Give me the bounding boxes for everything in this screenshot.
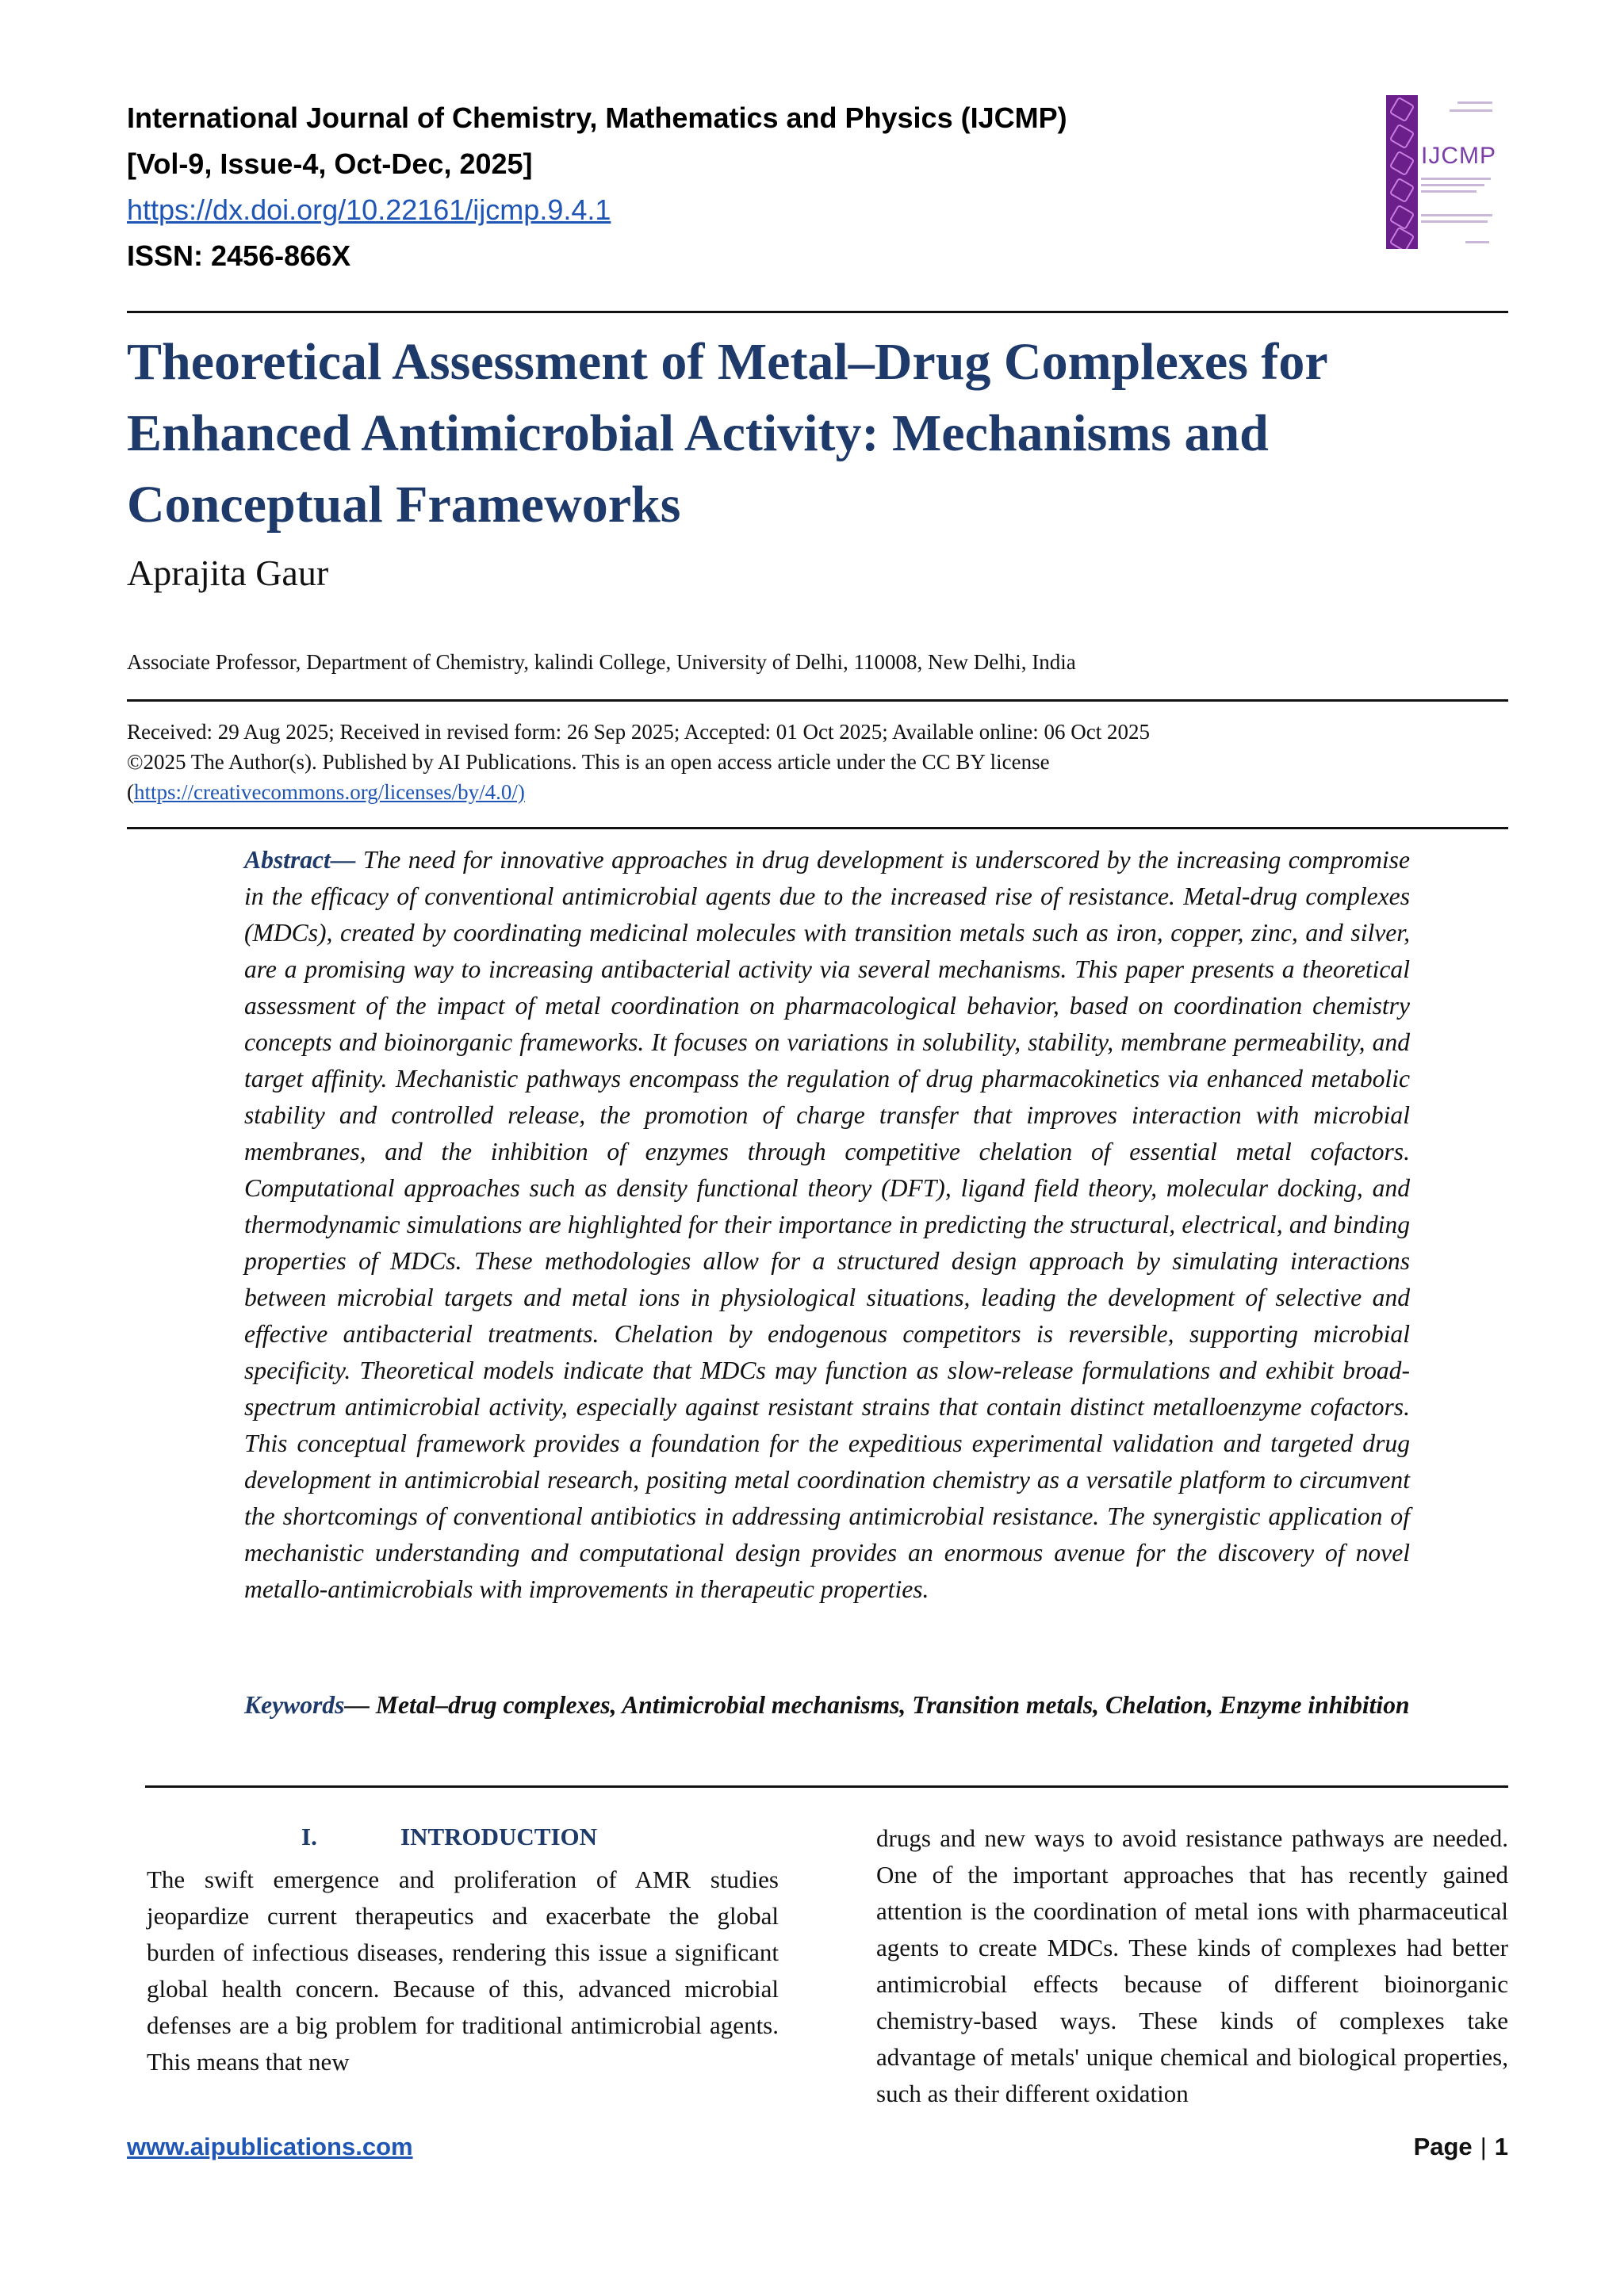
journal-cover-logo [1386, 95, 1497, 249]
abstract-text: The need for innovative approaches in drug development is underscored by the increasing compromise in the efficacy of conventional antimicrobial agents due to the increased rise of resistance. Metal-drug complexes (MDCs), created by coordinating medicinal molecules with transition metals such as iron, copper, zinc, and silver, are a promising way to increasing antibacterial activity via several mechanisms. This paper presents a theoretical assessment of the impact of metal coordination on pharmacological behavior, based on coordination chemistry concepts and bioinorganic frameworks. It focuses on variations in solubility, stability, membrane permeability, and target affinity. Mechanistic pathways encompass the regulation of drug pharmacokinetics via enhanced metabolic stability and controlled release, the promotion of charge transfer that improves interaction with microbial membranes, and the inhibition of enzymes through competitive chelation of essential metal cofactors. Computational approaches such as density functional theory (DFT), ligand field theory, molecular docking, and thermodynamic simulations are highlighted for their importance in predicting the structural, electrical, and binding properties of MDCs. These methodologies allow for a structured design approach by simulating interactions between microbial targets and metal ions in physiological situations, leading the development of selective and effective antibacterial treatments. Chelation by endogenous competitors is reversible, supporting microbial specificity. Theoretical models indicate that MDCs may function as slow-release formulations and exhibit broad-spectrum antimicrobial activity, especially against resistant strains that contain distinct metalloenzyme cofactors. This conceptual framework provides a foundation for the expeditious experimental validation and targeted drug development in antimicrobial research, positing metal coordination chemistry as a versatile platform to circumvent the shortcomings of conventional antibiotics in addressing antimicrobial resistance. The synergistic application of mechanistic understanding and computational design provides an enormous avenue for the discovery of novel metallo-antimicrobials with improvements in therapeutic properties. [244, 846, 1410, 1603]
doi-link[interactable]: https://dx.doi.org/10.22161/ijcmp.9.4.1 [127, 193, 611, 226]
abstract-label: Abstract— [244, 846, 356, 874]
abstract [244, 842, 1410, 1608]
article-dates: Received: 29 Aug 2025; Received in revised form: 26 Sep 2025; Accepted: 01 Oct 2025; Available online: 06 Oct 2025 [127, 720, 1150, 744]
header-rule [127, 311, 1508, 313]
journal-volume: [Vol-9, Issue-4, Oct-Dec, 2025] [127, 147, 533, 180]
footer-url-link[interactable]: www.aipublications.com [127, 2133, 413, 2160]
license-link[interactable]: https://creativecommons.org/licenses/by/4.0/) [134, 780, 525, 804]
author-name: Aprajita Gaur [127, 553, 329, 593]
paragraph: drugs and new ways to avoid resistance pathways are needed. One of the important approaches that has recently gained attention is the coordination of metal ions with pharmaceutical agents to create MDCs. These kinds of complexes had better antimicrobial effects because of different bioinorganic chemistry-based ways. These kinds of complexes take advantage of metals' unique chemical and biological properties, such as their different oxidation [876, 1824, 1508, 2107]
journal-issn: ISSN: 2456-866X [127, 239, 351, 272]
paragraph: The swift emergence and proliferation of AMR studies jeopardize current therapeutics and exacerbate the global burden of infectious diseases, rendering this issue a significant global health concern. Because of this, advanced microbial defenses are a big problem for traditional antimicrobial agents. This means that new [147, 1866, 779, 2076]
section-title: INTRODUCTION [400, 1823, 598, 1850]
body-column-left [147, 1819, 779, 2080]
article-history: Received: 29 Aug 2025; Received in revised form: 26 Sep 2025; Accepted: 01 Oct 2025; Available online: 06 Oct 2025 ©2025 The Author(s). Published by AI Publications. This is an open access article under the CC BY license (https://creativecommons.org/licenses/by/4.0/) [127, 717, 1508, 807]
journal-header [127, 95, 1316, 279]
divider-rule [127, 827, 1508, 829]
keywords [244, 1687, 1410, 1724]
page-number: Page | 1 [1413, 2133, 1508, 2160]
keywords-text: — Metal–drug complexes, Antimicrobial mechanisms, Transition metals, Chelation, Enzyme inhibition [344, 1691, 1410, 1719]
author-affiliation: Associate Professor, Department of Chemistry, kalindi College, University of Delhi, 110008, New Delhi, India [127, 650, 1076, 674]
license-statement: ©2025 The Author(s). Published by AI Publications. This is an open access article under the CC BY license [127, 750, 1050, 774]
cover-hex-pattern [1386, 95, 1418, 249]
body-column-right [876, 1820, 1508, 2112]
divider-rule [127, 699, 1508, 702]
section-number: I. [301, 1823, 317, 1850]
journal-name: International Journal of Chemistry, Mathematics and Physics (IJCMP) [127, 101, 1067, 134]
keywords-label: Keywords [244, 1691, 345, 1719]
cover-logo-text: IJCMP [1421, 143, 1496, 169]
section-heading [147, 1819, 779, 1855]
article-title: Theoretical Assessment of Metal–Drug Complexes for Enhanced Antimicrobial Activity: Mechanisms and Conceptual Frameworks [127, 333, 1327, 534]
divider-rule [145, 1785, 1508, 1788]
